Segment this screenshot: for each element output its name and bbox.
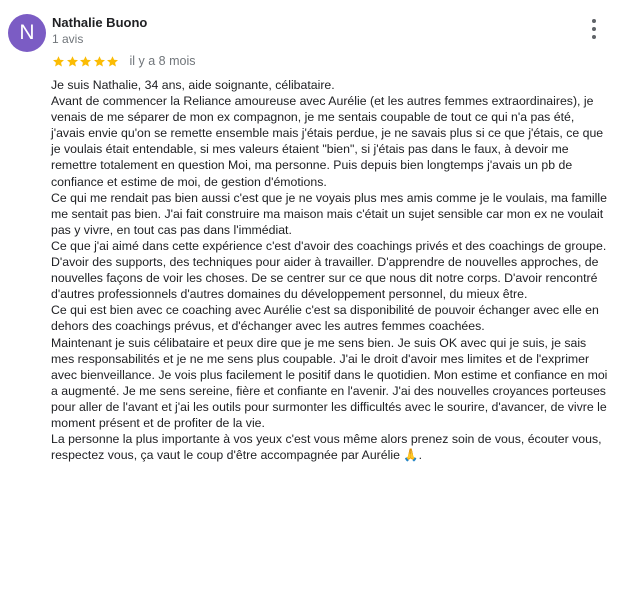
review-paragraph: Je suis Nathalie, 34 ans, aide soignante, célibataire. bbox=[51, 78, 335, 92]
star-icon bbox=[93, 55, 106, 68]
rating-row bbox=[52, 53, 196, 69]
review-paragraph: Ce que j'ai aimé dans cette expérience c'est d'avoir des coachings privés et des coachings de groupe. D'avoir des supports, des techniques pour aider à travailler. D'apprendre de nouvelles approches, de nouvelles façons de voir les choses. De se centrer sur ce que nous dit notre corps. D'avoir rencontré d'autres professionnels d'autres domaines du développement personnel, du mieux être. bbox=[51, 238, 607, 302]
review-date: il y a 8 mois bbox=[129, 54, 196, 68]
more-options-button[interactable] bbox=[586, 16, 602, 42]
star-icon bbox=[79, 55, 92, 68]
review-paragraph: La personne la plus importante à vos yeux c'est vous même alors prenez soin de vous, écouter vous, respectez vous, ça vaut le coup d'être accompagnée par Aurélie 🙏. bbox=[51, 432, 602, 463]
star-icon bbox=[66, 55, 79, 68]
star-icon bbox=[52, 55, 65, 68]
review-paragraph: Maintenant je suis célibataire et peux dire que je me sens bien. Je suis OK avec qui je suis, je sais mes responsabilités et je ne me sens plus coupable. J'ai le droit d'avoir mes limites et de l'exprimer avec bienveillance. Je vois plus facilement le positif dans le quotidien. Mon estime et confiance en moi a augmenté. Je me sens sereine, fière et confiante en l'avenir. J'ai des nouvelles croyances porteuses pour aller de l'avant et j'ai les outils pour surmonter les difficultés avec le sourire, d'avancer, de vivre le moment présent et de profiter de la vie. bbox=[51, 335, 608, 430]
star-icon bbox=[106, 55, 119, 68]
review-paragraph: Ce qui est bien avec ce coaching avec Aurélie c'est sa disponibilité de pouvoir échanger avec elle en dehors des coachings prévus, et d'échanger avec les autres femmes coachées. bbox=[51, 303, 599, 334]
review-text bbox=[51, 77, 611, 463]
reviewer-name[interactable]: Nathalie Buono bbox=[52, 15, 148, 30]
avatar[interactable]: N bbox=[8, 14, 46, 52]
reviewer-review-count: 1 avis bbox=[52, 32, 84, 46]
review-paragraph: Avant de commencer la Reliance amoureuse avec Aurélie (et les autres femmes extraordinaires), je venais de me séparer de mon ex compagnon, je me sentais coupable de tout ce qui n'a pas été, j'avais envie qu'on se remette ensemble mais j'étais perdue, je ne savais plus si ce que j'étais, ce que je voulais était entendable, si mes valeurs étaient "bien", si j'étais pas dans le faux, à devoir me remettre totalement en question Moi, ma personne. Puis depuis bien longtemps j'avais un pb de confiance et estime de moi, de gestion d'émotions. bbox=[51, 94, 604, 189]
star-rating bbox=[52, 55, 120, 68]
review-paragraph: Ce qui me rendait pas bien aussi c'est que je ne voyais plus mes amis comme je le voulais, ma famille me sentait pas bien. J'ai fait construire ma maison mais c'était un sujet sensible car mon ex ne voulait pas y vivre, en tout cas pas dans l'immédiat. bbox=[51, 190, 607, 237]
